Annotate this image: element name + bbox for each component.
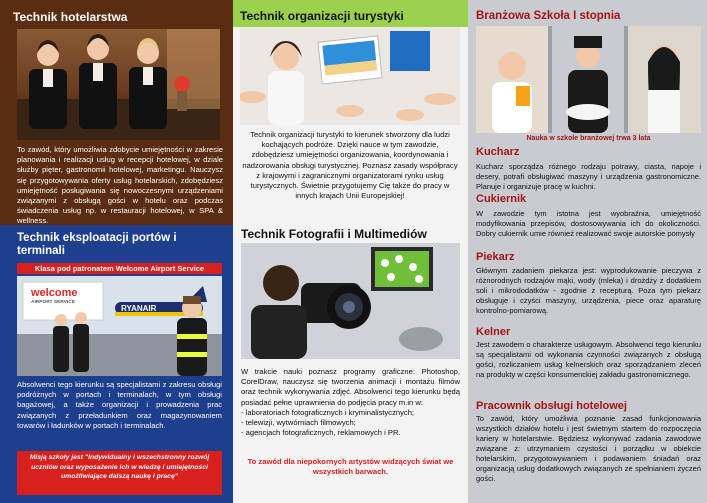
column-vocational-school	[468, 0, 707, 503]
photography-list-item: - telewizji, wytwórniach filmowych;	[241, 418, 356, 428]
heading-kelner: Kelner	[476, 326, 511, 338]
column-hotel-ports	[0, 0, 233, 503]
photography-description	[241, 367, 460, 438]
text-pracownik-hotelowy: To zawód, który umożliwia poznanie zasad funkcjonowania wszystkich działów hotelu i jest świetnym startem do rozpoczęcia kariery w hotelarstwie. Będziesz wykonywać zadania zawodowe związane z: utrzymaniem czystości i porządku w obiekcie hotelarskim, przygotowywaniem i podawaniem śniadań oraz organizacją usług dodatkowych związanych ze spełnianiem życzeń gości.	[476, 414, 701, 483]
section-title-vocational: Branżowa Szkoła I stopnia	[476, 10, 621, 22]
heading-piekarz: Piekarz	[476, 251, 515, 263]
hotel-description: To zawód, który umożliwia zdobycie umiejętności w zakresie planowania i realizacji usług w recepcji hotelowej, w dziale służby pięter, gastronomii hotelowej, marketingu. Nauczysz się przygotowywania oferty usług hotelarskich, zdobędziesz umiejętność posługiwania się nowoczesnymi urządzeniami związanymi z obsługą gości w hotelu oraz podczas świadczenia usług np. w restauracji hotelowej, w SPA & wellness.	[17, 145, 223, 226]
welcome-logo-text: welcome	[31, 287, 78, 299]
vocational-illustration	[476, 26, 701, 133]
section-title-ports: Technik eksploatacji portów i terminali	[17, 232, 177, 257]
text-cukiernik: W zawodzie tym istotna jest wyobraźnia, umiejętność modyfikowania przepisów, dostosowywania ich do okoliczności. Dobry cukiernik umie również realizować swoje autorskie pomysły	[476, 209, 701, 238]
airport-photo	[17, 276, 222, 376]
column-tourism-photo	[233, 0, 468, 503]
photography-intro: W trakcie nauki poznasz programy graficzne: Photoshop, CorelDraw, nauczysz się tworzenia animacji i montażu filmów oraz technik wykonywania zdjęć. Absolwenci tego kierunku będą posiadać pełne uprawnienia do podjęcia pracy m.in w:	[241, 367, 460, 407]
text-kelner: Jest zawodem o charakterze usługowym. Absolwenci tego kierunku są specjalistami od wykonania czynności związanych z obsługą gości, rozliczaniem usług kelnerskich oraz sporządzaniem zleceń na produkty w części konsumenckiej zakładu gastronomicznego.	[476, 340, 701, 379]
text-kucharz: Kucharz sporządza różnego rodzaju potrawy, ciasta, napoje i desery, potrafi obsługiwać maszyny i urządzenia gastronomiczne. Planuje i organizuje pracę w kuchni.	[476, 162, 701, 191]
section-title-hotel: Technik hotelarstwa	[13, 10, 128, 24]
school-mission-quote: Misją szkoły jest "Indywidualny i wszechstronny rozwój uczniów oraz wyposażenie ich w wiedzę i umiejętności umożliwiające dalszą naukę i pracę"	[17, 451, 222, 495]
tourism-description: Technik organizacji turystyki to kierunek stworzony dla ludzi kochających podróże. Dzięki nauce w tym zawodzie, zdobędziesz umiejętności organizowania, koordynowania i nadzorowania obsługi turystycznej. Poznasz zasady współpracy z krajowymi i zagranicznymi organizatorami rynku usług turystycznych. Świetnie przygotujemy Cię także do pracy w innych krajach Unii Europejskiej!	[242, 130, 458, 201]
photography-list-item: - laboratoriach fotograficznych i kryminalistycznych;	[241, 407, 415, 417]
heading-pracownik-hotelowy: Pracownik obsługi hotelowej	[476, 400, 627, 412]
plane-livery-text: RYANAIR	[121, 304, 157, 313]
heading-cukiernik: Cukiernik	[476, 193, 527, 205]
ports-description: Absolwenci tego kierunku są specjalistami z zakresu obsługi podróżnych w portach i terminalach, w tym obsługi bagażowej, a także organizacji i prowadzenia prac związanych z przeładunkiem oraz magazynowaniem towarów i ładunków w portach i terminalach.	[17, 380, 222, 430]
section-title-tourism: Technik organizacji turystyki	[240, 9, 404, 23]
section-title-photography: Technik Fotografii i Multimediów	[241, 227, 427, 241]
tourism-photo	[240, 27, 460, 125]
photography-illustration	[241, 243, 460, 359]
tourism-illustration	[240, 27, 460, 125]
text-piekarz: Głównym zadaniem piekarza jest: wyprodukowanie pieczywa z różnorodnych rodzajów mąki, wody (mleka) i drożdży z dodatkiem soli i mikrododatków - zgodnie z recepturą. Poza tym piekarz obsługuje i czyści maszyny, urządzenia, piece oraz aparaturę kontrolno-pomiarową.	[476, 266, 701, 315]
welcome-logo-sub: AIRPORT SERVICE	[31, 300, 75, 305]
hotel-staff-illustration	[17, 29, 220, 140]
heading-kucharz: Kucharz	[476, 146, 520, 158]
patronage-band: Klasa pod patronatem Welcome Airport Service	[17, 263, 222, 274]
school-duration-caption: Nauka w szkole branżowej trwa 3 lata	[526, 135, 651, 142]
photography-list-item: - agencjach fotograficznych, reklamowych i PR.	[241, 428, 401, 438]
photography-photo	[241, 243, 460, 359]
hotel-staff-photo	[17, 29, 220, 140]
section-ports	[0, 225, 233, 503]
vocational-photo-strip	[476, 26, 701, 133]
photography-slogan: To zawód dla niepokornych artystów widzących świat we wszystkich barwach.	[247, 457, 454, 477]
